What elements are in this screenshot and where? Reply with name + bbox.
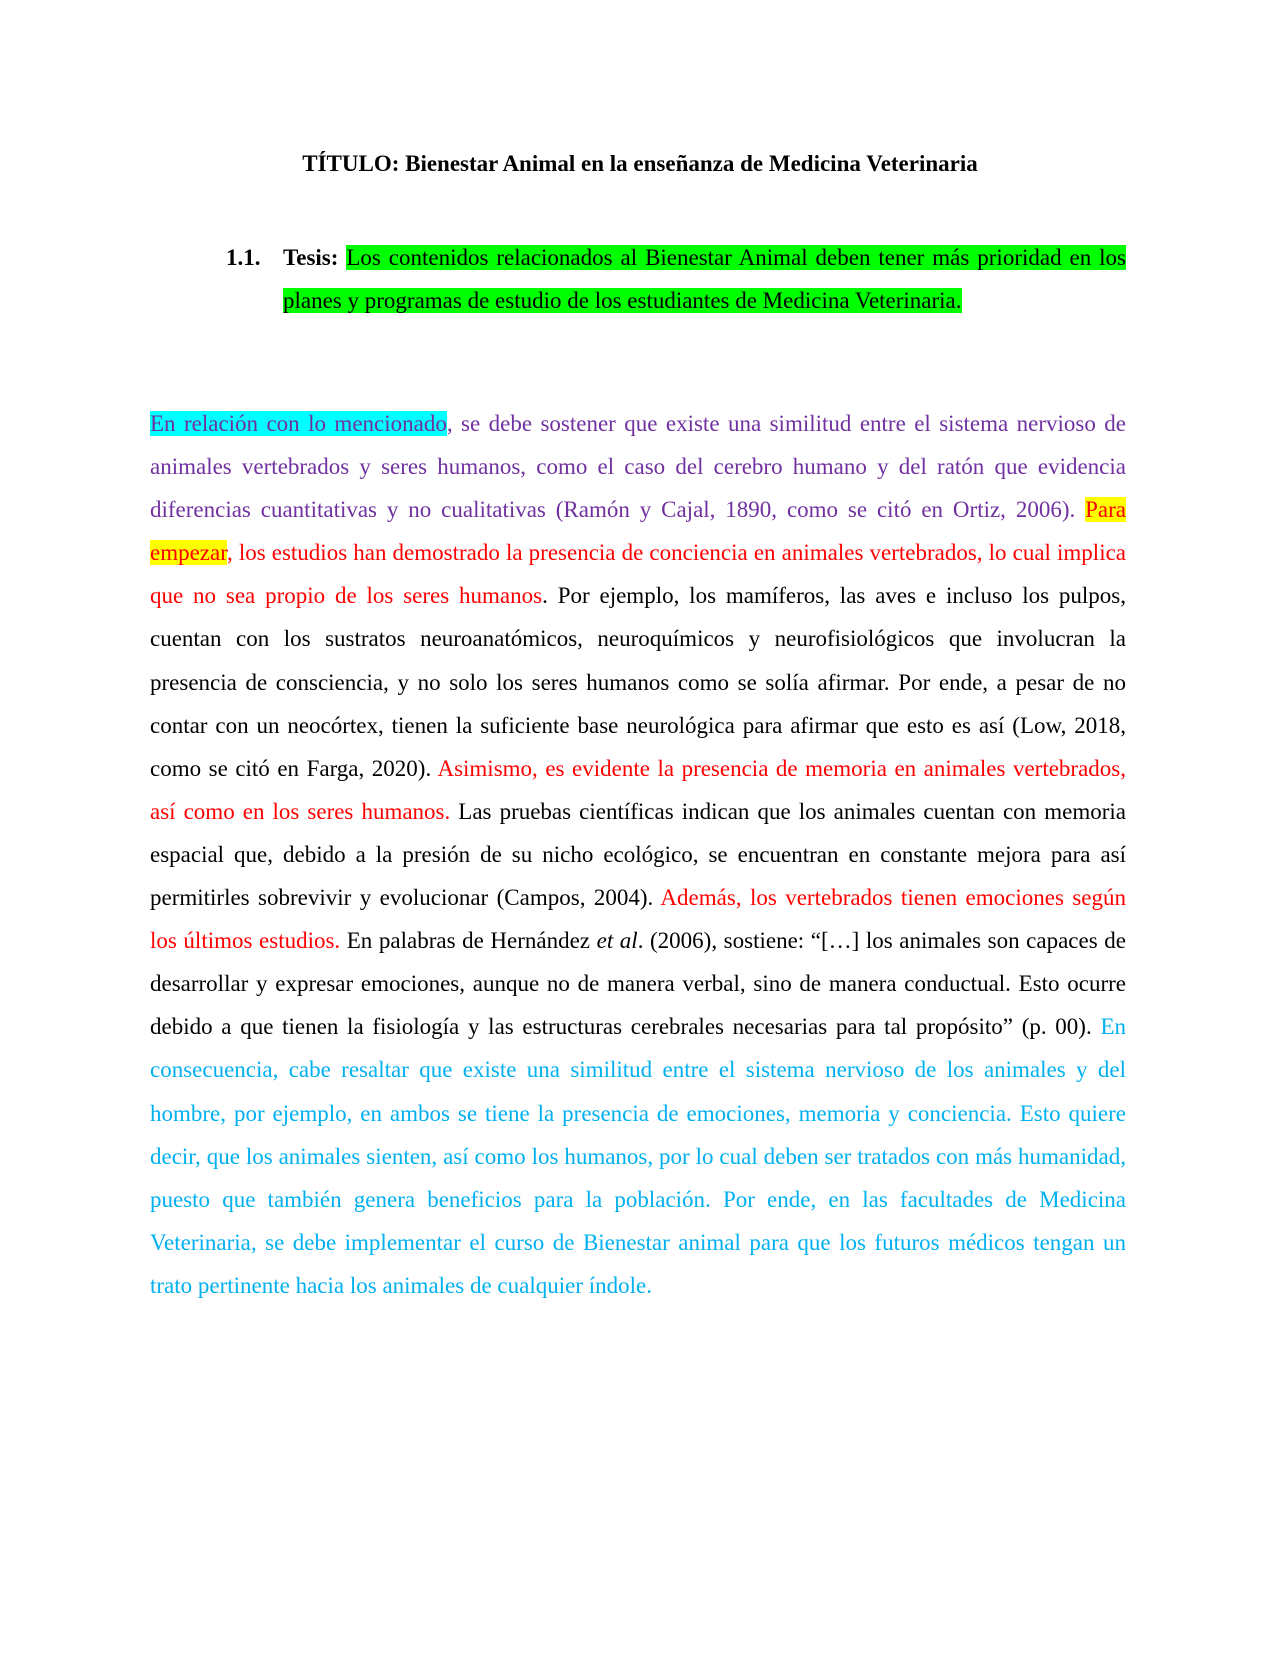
document-title: TÍTULO: Bienestar Animal en la enseñanza de Medicina Veterinaria: [302, 151, 978, 176]
body-paragraph: [150, 402, 1126, 1307]
thesis-item: [226, 236, 1126, 322]
paragraph-segment: Para empezar: [150, 497, 1126, 566]
paragraph-segment: Asimismo, es evidente la presencia de memoria en animales vertebrados, así como en los seres humanos.: [150, 755, 1126, 824]
thesis-number: 1.1.: [226, 245, 261, 270]
paragraph-segment: . Por ejemplo, los mamíferos, las aves e incluso los pulpos, cuentan con los sustratos neuroanatómicos, neuroquímicos y neurofisiológicos que involucran la presencia de consciencia, y no solo los seres humanos como se solía afirmar. Por ende, a pesar de no contar con un neocórtex, tienen la suficiente base neurológica para afirmar que esto es así (Low, 2018, como se citó en Farga, 2020).: [150, 583, 1127, 781]
thesis-body: [283, 236, 1126, 322]
paragraph-segment: En consecuencia, cabe resaltar que existe una similitud entre el sistema nervioso de los animales y del hombre, por ejemplo, en ambos se tiene la presencia de emociones, memoria y conciencia. Esto quiere decir, que los animales sienten, así como los humanos, por lo cual deben ser tratados con más humanidad, puesto que también genera beneficios para la población. Por ende, en las facultades de Medicina Veterinaria, se debe implementar el curso de Bienestar animal para que los futuros médicos tengan un trato pertinente hacia los animales de cualquier índole.: [150, 1014, 1126, 1298]
thesis-text: Los contenidos relacionados al Bienestar Animal deben tener más prioridad en los planes y programas de estudio de los estudiantes de Medicina Veterinaria.: [283, 245, 1127, 313]
paragraph-segment: Además, los vertebrados tienen emociones según los últimos estudios.: [150, 885, 1126, 954]
paragraph-segment: Las pruebas científicas indican que los animales cuentan con memoria espacial que, debido a la presión de su nicho ecológico, se encuentran en constante mejora para así permitirles sobrevivir y evolucionar (Campos, 2004).: [150, 798, 1126, 911]
paragraph-segment-italic: et al: [596, 928, 638, 954]
paragraph-segment: En relación con lo mencionado: [150, 411, 447, 436]
thesis-label: Tesis:: [283, 245, 339, 270]
paragraph-segment: , se debe sostener que existe una similitud entre el sistema nervioso de animales vertebrados y seres humanos, como el caso del cerebro humano y del ratón que evidencia diferencias cuantitativas y no cualitativas (Ramón y Cajal, 1890, como se citó en Ortiz, 2006).: [150, 411, 1126, 523]
paragraph-segment: , los estudios han demostrado la presencia de conciencia en animales vertebrados, lo cual implica que no sea propio de los seres humanos: [150, 540, 1126, 609]
paragraph-segment: . (2006), sostiene: “[…] los animales son capaces de desarrollar y expresar emociones, aunque no de manera verbal, sino de manera conductual. Esto ocurre debido a que tienen la fisiología y las estructuras cerebrales necesarias para tal propósito” (p. 00).: [150, 928, 1126, 1040]
paragraph-segment: En palabras de Hernández: [340, 928, 597, 954]
